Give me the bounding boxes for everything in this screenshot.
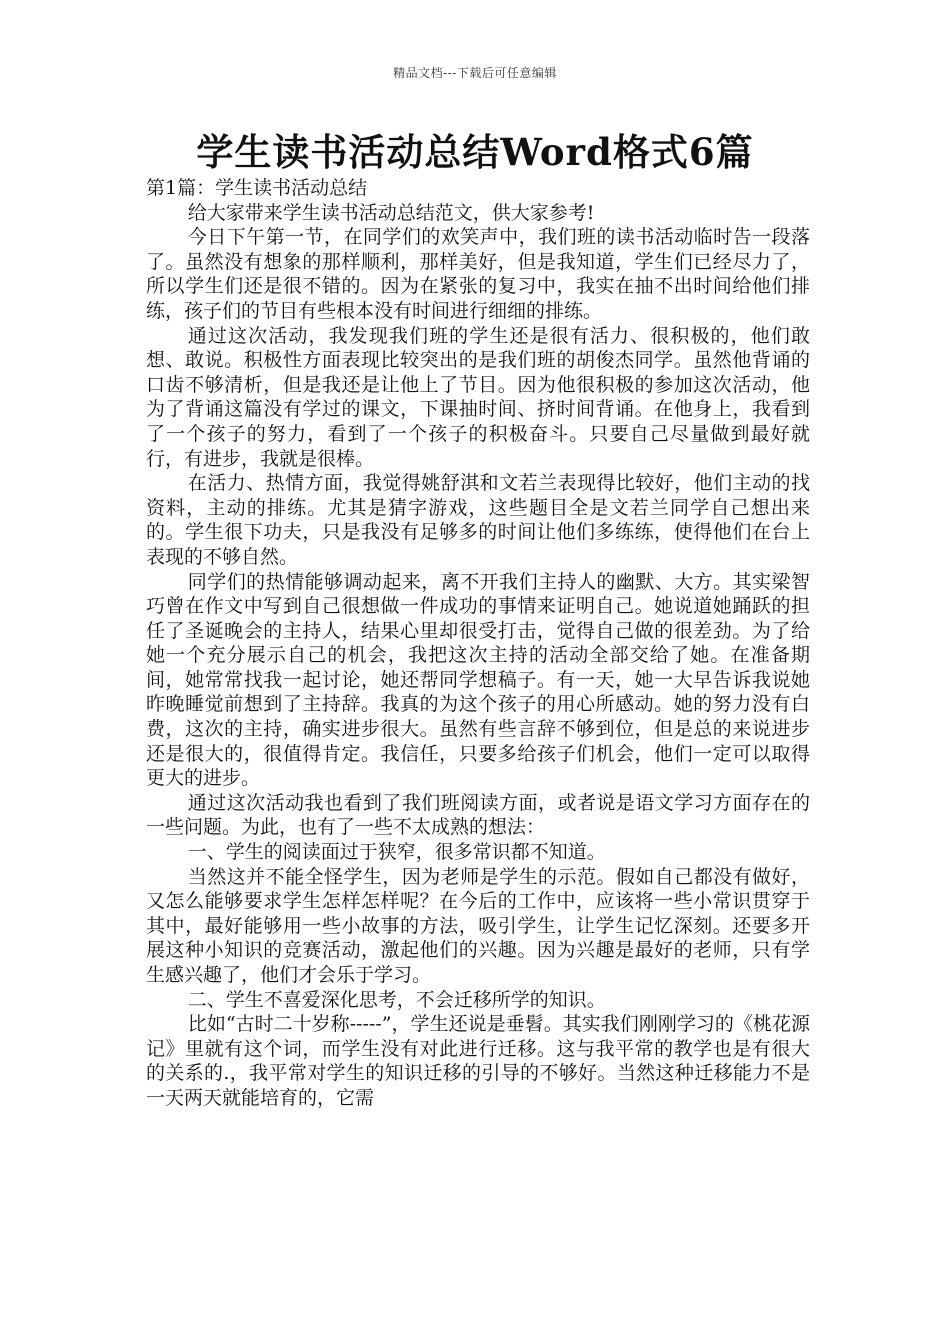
section-heading: 第1篇：学生读书活动总结 xyxy=(146,177,368,199)
paragraph: 当然这并不能全怪学生，因为老师是学生的示范。假如自己都没有做好，又怎么能够要求学生怎样怎样呢？在今后的工作中，应该将一些小常识贯穿于其中，最好能够用一些小故事的方法，吸引学生，让学生记忆深刻。还要多开展这种小知识的竞赛活动，激起他们的兴趣。因为兴趣是最好的老师，只有学生感兴趣了，他们才会乐于学习。 xyxy=(146,865,810,986)
paragraph: 通过这次活动，我发现我们班的学生还是很有活力、很积极的，他们敢想、敢说。积极性方面表现比较突出的是我们班的胡俊杰同学。虽然他背诵的口齿不够清析，但是我还是让他上了节目。因为他很积极的参加这次活动，他为了背诵这篇没有学过的课文，下课抽时间、挤时间背诵。在他身上，我看到了一个孩子的努力，看到了一个孩子的积极奋斗。只要自己尽量做到最好就行，有进步，我就是很棒。 xyxy=(146,324,810,470)
page-header-note: 精品文档---下载后可任意编辑 xyxy=(393,66,557,80)
subheading-point-one: 一、学生的阅读面过于狭窄，很多常识都不知道。 xyxy=(187,841,606,864)
document-title: 学生读书活动总结Word格式6篇 xyxy=(196,130,754,174)
paragraph: 通过这次活动我也看到了我们班阅读方面，或者说是语文学习方面存在的一些问题。为此，也有了一些不太成熟的想法： xyxy=(146,791,810,839)
paragraph: 今日下午第一节，在同学们的欢笑声中，我们班的读书活动临时告一段落了。虽然没有想象的那样顺利，那样美好，但是我知道，学生们已经尽力了，所以学生们还是很不错的。因为在紧张的复习中，我实在抽不出时间给他们排练，孩子们的节目有些根本没有时间进行细细的排练。 xyxy=(146,226,810,322)
paragraph: 在活力、热情方面，我觉得姚舒淇和文若兰表现得比较好，他们主动的找资料，主动的排练。尤其是猜字游戏，这些题目全是文若兰同学自己想出来的。学生很下功夫，只是我没有足够多的时间让他们多练练，使得他们在台上表现的不够自然。 xyxy=(146,472,810,568)
paragraph: 比如“古时二十岁称-----”，学生还说是垂髫。其实我们刚刚学习的《桃花源记》里就有这个词，而学生没有对此进行迁移。这与我平常的教学也是有很大的关系的.，我平常对学生的知识迁移的引导的不够好。当然这种迁移能力不是一天两天就能培育的，它需 xyxy=(146,1013,810,1109)
paragraph-intro: 给大家带来学生读书活动总结范文，供大家参考! xyxy=(187,201,595,224)
document-body xyxy=(146,176,810,1111)
subheading-point-two: 二、学生不喜爱深化思考，不会迁移所学的知识。 xyxy=(187,988,606,1011)
paragraph: 同学们的热情能够调动起来，离不开我们主持人的幽默、大方。其实梁智巧曾在作文中写到自己很想做一件成功的事情来证明自己。她说道她踊跃的担任了圣诞晚会的主持人，结果心里却很受打击，觉得自己做的很差劲。为了给她一个充分展示自己的机会，我把这次主持的活动全部交给了她。在准备期间，她常常找我一起讨论，她还帮同学想稿子。有一天，她一大早告诉我说她昨晚睡觉前想到了主持辞。我真的为这个孩子的用心所感动。她的努力没有白费，这次的主持，确实进步很大。虽然有些言辞不够到位，但是总的来说进步还是很大的，很值得肯定。我信任，只要多给孩子们机会，他们一定可以取得更大的进步。 xyxy=(146,570,810,790)
